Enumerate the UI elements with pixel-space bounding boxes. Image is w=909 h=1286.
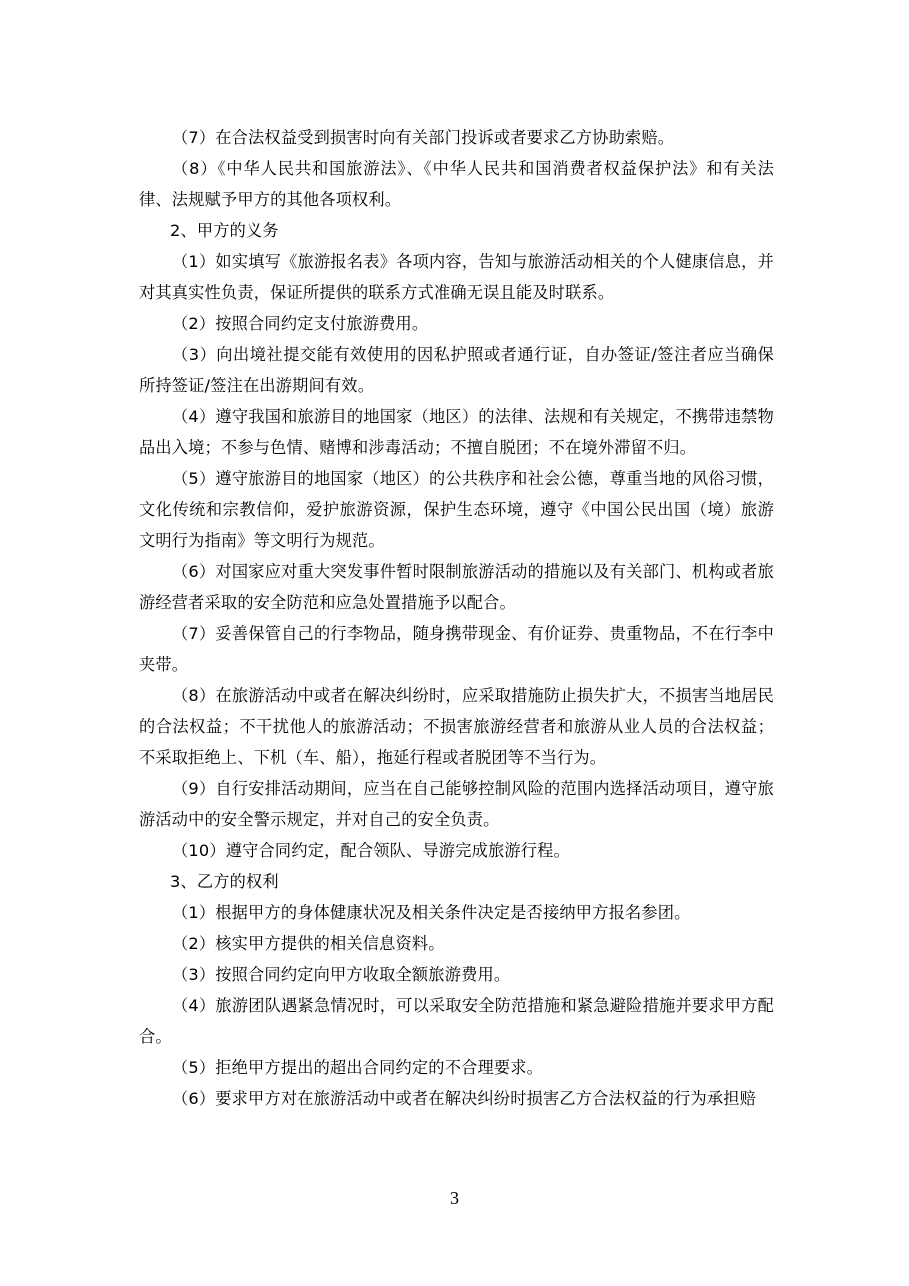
section-heading-b-rights: 3、乙方的权利 [170,872,279,891]
paragraph-a-obligations-8: （8）在旅游活动中或者在解决纠纷时，应采取措施防止损失扩大，不损害当地居民的合法权益；不干扰他人的旅游活动；不损害旅游经营者和旅游从业人员的合法权益；不采取拒绝上、下机（车、船），拖延行程或者脱团等不当行为。 [139,686,774,767]
paragraph-a-obligations-1: （1）如实填写《旅游报名表》各项内容，告知与旅游活动相关的个人健康信息，并对其真实性负责，保证所提供的联系方式准确无误且能及时联系。 [139,252,774,302]
paragraph-b-rights-2: （2）核实甲方提供的相关信息资料。 [172,934,445,953]
paragraph-b-rights-6: （6）要求甲方对在旅游活动中或者在解决纠纷时损害乙方合法权益的行为承担赔 [172,1089,757,1108]
paragraph-a-rights-8: （8）《中华人民共和国旅游法》、《中华人民共和国消费者权益保护法》和有关法律、法规赋予甲方的其他各项权利。 [139,159,774,209]
paragraph-b-rights-4: （4）旅游团队遇紧急情况时，可以采取安全防范措施和紧急避险措施并要求甲方配合。 [139,996,774,1046]
paragraph-a-obligations-3: （3）向出境社提交能有效使用的因私护照或者通行证，自办签证/签注者应当确保所持签证/签注在出游期间有效。 [139,345,774,395]
paragraph-a-obligations-2: （2）按照合同约定支付旅游费用。 [172,314,429,333]
paragraph-a-obligations-10: （10）遵守合同约定，配合领队、导游完成旅游行程。 [172,841,570,860]
paragraph-a-obligations-6: （6）对国家应对重大突发事件暂时限制旅游活动的措施以及有关部门、机构或者旅游经营者采取的安全防范和应急处置措施予以配合。 [139,562,774,612]
document-body [139,122,774,1114]
paragraph-a-obligations-9: （9）自行安排活动期间，应当在自己能够控制风险的范围内选择活动项目，遵守旅游活动中的安全警示规定，并对自己的安全负责。 [139,779,774,829]
paragraph-a-obligations-4: （4）遵守我国和旅游目的地国家（地区）的法律、法规和有关规定，不携带违禁物品出入境；不参与色情、赌博和涉毒活动；不擅自脱团；不在境外滞留不归。 [139,407,774,457]
paragraph-b-rights-1: （1）根据甲方的身体健康状况及相关条件决定是否接纳甲方报名参团。 [172,903,691,922]
paragraph-b-rights-3: （3）按照合同约定向甲方收取全额旅游费用。 [172,965,511,984]
page-number: 3 [450,1188,459,1208]
paragraph-a-obligations-7: （7）妥善保管自己的行李物品，随身携带现金、有价证券、贵重物品，不在行李中夹带。 [139,624,774,674]
paragraph-b-rights-5: （5）拒绝甲方提出的超出合同约定的不合理要求。 [172,1058,544,1077]
section-heading-a-obligations: 2、甲方的义务 [170,221,279,240]
paragraph-a-rights-7: （7）在合法权益受到损害时向有关部门投诉或者要求乙方协助索赔。 [172,128,675,147]
paragraph-a-obligations-5: （5）遵守旅游目的地国家（地区）的公共秩序和社会公德，尊重当地的风俗习惯，文化传统和宗教信仰，爱护旅游资源，保护生态环境，遵守《中国公民出国（境）旅游文明行为指南》等文明行为规范。 [139,469,774,550]
